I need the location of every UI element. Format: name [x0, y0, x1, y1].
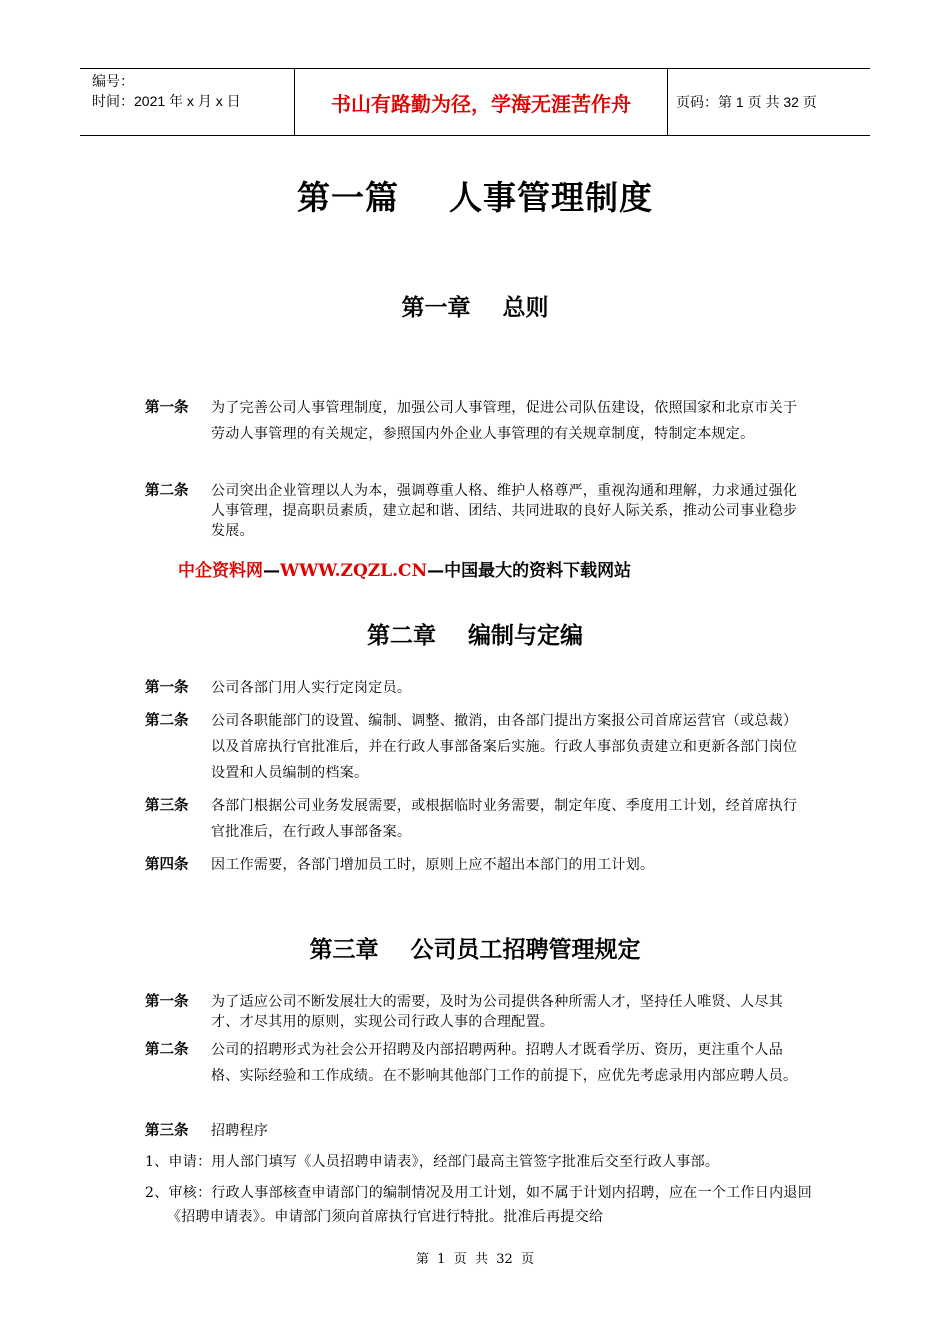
ch2-article-3 [145, 793, 805, 845]
number-label: 编号： [92, 73, 134, 89]
procedure-item-2: 2、审核：行政人事部核查申请部门的编制情况及用工计划，如不属于计划内招聘，应在一个工作日内退回《招聘申请表》。申请部门须向首席执行官进行特批。批准后再提交给 [145, 1185, 813, 1225]
article-text: 因工作需要，各部门增加员工时，原则上应不超出本部门的用工计划。 [211, 857, 655, 873]
article-text: 招聘程序 [211, 1123, 269, 1139]
article-label: 第二条 [145, 1042, 189, 1058]
header-motto: 书山有路勤为径，学海无涯苦作舟 [294, 69, 668, 135]
article-label: 第二条 [145, 483, 189, 499]
article-label: 第一条 [145, 994, 189, 1010]
header-page-info: 页码：第 1 页 共 32 页 [676, 94, 817, 110]
time-label: 时间：2021 年 x 月 x 日 [92, 93, 241, 109]
ch3-article-1 [145, 992, 805, 1032]
ch2-article-2 [145, 708, 805, 786]
article-label: 第二条 [145, 713, 189, 729]
article-label: 第三条 [145, 798, 189, 814]
chapter-3-title: 第三章 公司员工招聘管理规定 [309, 937, 641, 963]
ch2-article-1 [145, 675, 805, 701]
promo-url[interactable]: WWW.ZQZL.CN [280, 561, 428, 581]
article-text: 公司突出企业管理以人为本，强调尊重人格、维护人格尊严，重视沟通和理解，力求通过强化人事管理，提高职员素质，建立起和谐、团结、共同进取的良好人际关系，推动公司事业稳步发展。 [211, 483, 798, 539]
article-text: 公司的招聘形式为社会公开招聘及内部招聘两种。招聘人才既看学历、资历，更注重个人品格、实际经验和工作成绩。在不影响其他部门工作的前提下，应优先考虑录用内部应聘人员。 [211, 1042, 798, 1084]
article-label: 第四条 [145, 857, 189, 873]
article-text: 公司各部门用人实行定岗定员。 [211, 680, 412, 696]
procedure-item-1: 1、申请：用人部门填写《人员招聘申请表》，经部门最高主管签字批准后交至行政人事部。 [145, 1154, 720, 1170]
article-text: 为了适应公司不断发展壮大的需要，及时为公司提供各种所需人才，坚持任人唯贤、人尽其才、才尽其用的原则，实现公司行政人事的合理配置。 [211, 994, 783, 1030]
header-meta [80, 69, 294, 135]
page-footer: 第 1 页 共 32 页 [415, 1252, 535, 1267]
chapter-2-title: 第二章 编制与定编 [366, 623, 584, 649]
ch1-article-1 [145, 395, 805, 447]
ch2-article-4 [145, 852, 805, 878]
ch1-article-2 [145, 481, 805, 541]
article-label: 第三条 [145, 1123, 189, 1139]
article-label: 第一条 [145, 680, 189, 696]
promo-dash: — [427, 561, 445, 581]
article-text: 为了完善公司人事管理制度，加强公司人事管理，促进公司队伍建设，依照国家和北京市关于劳动人事管理的有关规定，参照国内外企业人事管理的有关规章制度，特制定本规定。 [211, 400, 798, 442]
article-label: 第一条 [145, 400, 189, 416]
article-text: 各部门根据公司业务发展需要，或根据临时业务需要，制定年度、季度用工计划，经首席执行官批准后，在行政人事部备案。 [211, 798, 798, 840]
promo-slogan: 中国最大的资料下载网站 [444, 561, 632, 581]
promo-banner [178, 556, 631, 581]
promo-site-name: 中企资料网 [178, 561, 263, 581]
ch3-article-3 [145, 1118, 805, 1144]
promo-dash: — [263, 561, 280, 581]
chapter-1-title: 第一章 总则 [401, 295, 549, 321]
page-header [80, 68, 870, 136]
article-text: 公司各职能部门的设置、编制、调整、撤消，由各部门提出方案报公司首席运营官（或总裁）以及首席执行官批准后，并在行政人事部备案后实施。行政人事部负责建立和更新各部门岗位设置和人员编制的档案。 [211, 713, 798, 781]
ch3-article-2 [145, 1037, 805, 1089]
part-title: 第一篇 人事管理制度 [297, 178, 653, 217]
